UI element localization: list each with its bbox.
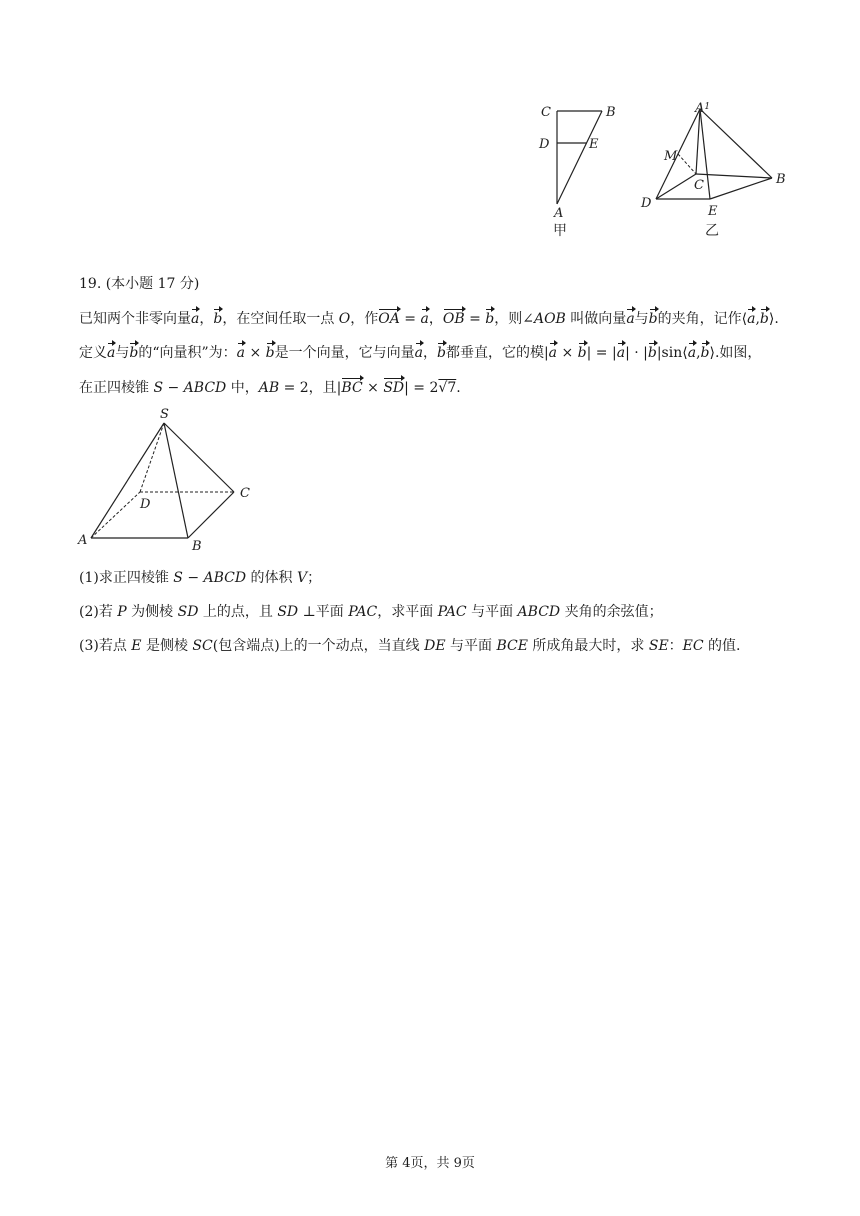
math: EC <box>682 638 704 654</box>
text: × <box>557 345 578 361</box>
text: | · | <box>625 345 648 361</box>
text: 中， <box>226 380 259 396</box>
text: ，求平面 <box>377 604 438 620</box>
figure-yi <box>638 96 798 246</box>
math: V <box>297 570 308 586</box>
caption-jia: 甲 <box>553 223 567 239</box>
text: 与平面 <box>445 638 497 654</box>
text: 是一个向量，它与向量 <box>274 345 415 361</box>
text: 已知两个非零向量 <box>79 311 191 327</box>
math: PAC <box>348 604 378 620</box>
vector-a: a <box>747 311 756 327</box>
label-C: C <box>694 178 704 193</box>
text: 与平面 <box>466 604 518 620</box>
label-S: S <box>160 407 169 422</box>
vector-b: b <box>648 311 658 327</box>
math: ABCD <box>517 604 561 620</box>
text: ⟩. <box>768 311 779 327</box>
label-M: M <box>664 149 678 164</box>
vector-b: b <box>700 345 710 361</box>
vector-b: b <box>485 311 495 327</box>
text: 定义 <box>79 345 107 361</box>
label-B: B <box>776 172 786 187</box>
math: E <box>131 638 142 654</box>
label-A1-sub: 1 <box>704 102 711 112</box>
vector-a: a <box>414 345 423 361</box>
vector-b: b <box>265 345 275 361</box>
text: 夹角的余弦值； <box>560 604 663 620</box>
math: SD <box>177 604 199 620</box>
vector-OA: OA <box>378 311 400 327</box>
vector-b: b <box>759 311 769 327</box>
question-3 <box>79 636 741 656</box>
vector-b: b <box>577 345 587 361</box>
question-2 <box>79 602 663 622</box>
text: ⊥平面 <box>298 604 349 620</box>
angle-AOB: AOB <box>533 311 566 327</box>
math: PAC <box>437 604 467 620</box>
text: = 2，且| <box>279 380 342 396</box>
question-1 <box>79 568 321 588</box>
vector-b: b <box>129 345 139 361</box>
text: (2)若 <box>79 604 118 620</box>
text: × <box>245 345 266 361</box>
text: 与 <box>115 345 130 361</box>
text: ，则∠ <box>494 311 534 327</box>
vector-a: a <box>548 345 558 361</box>
text: ： <box>668 638 683 654</box>
text: 所成角最大时，求 <box>527 638 649 654</box>
text: 上的点，且 <box>198 604 278 620</box>
vector-BC: BC <box>341 380 363 396</box>
vector-a: a <box>626 311 635 327</box>
point-O: O <box>338 311 351 327</box>
vector-a: a <box>191 311 200 327</box>
label-A1 <box>694 101 710 116</box>
problem-line-1 <box>79 309 779 329</box>
text: | = 2 <box>404 380 439 396</box>
text: ； <box>307 570 322 586</box>
vector-a: a <box>687 345 697 361</box>
math: DE <box>424 638 446 654</box>
problem-line-2 <box>79 343 761 363</box>
label-A: A <box>78 533 88 548</box>
text: = <box>399 311 421 327</box>
sqrt-7: √7 <box>438 380 457 396</box>
math: SC <box>192 638 213 654</box>
vector-b: b <box>436 345 446 361</box>
label-C: C <box>240 486 250 501</box>
text: × <box>362 380 384 396</box>
edge-AB: AB <box>258 380 280 396</box>
math: S − ABCD <box>173 570 247 586</box>
text: , <box>755 311 760 327</box>
vector-a: a <box>616 345 626 361</box>
label-B: B <box>192 539 202 554</box>
text: 的体积 <box>246 570 298 586</box>
text: 的值. <box>703 638 741 654</box>
text: 的“向量积”为： <box>138 345 237 361</box>
label-D: D <box>140 497 151 512</box>
text: |sin⟨ <box>656 345 688 361</box>
vector-a: a <box>420 311 429 327</box>
text: 叫做向量 <box>565 311 627 327</box>
vector-b: b <box>647 345 657 361</box>
pyramid-name: S − ABCD <box>153 380 227 396</box>
text: = <box>464 311 486 327</box>
text: (3)若点 <box>79 638 132 654</box>
problem-line-3 <box>79 378 461 398</box>
math: BCE <box>496 638 528 654</box>
figure-pyramid <box>76 404 266 556</box>
text: 在正四棱锥 <box>79 380 154 396</box>
caption-yi: 乙 <box>705 223 719 239</box>
text: 的夹角，记作⟨ <box>657 311 748 327</box>
text: ⟩.如图， <box>709 345 762 361</box>
text: (包含端点)上的一个动点，当直线 <box>212 638 425 654</box>
text: 都垂直，它的模| <box>445 345 549 361</box>
math: SD <box>277 604 299 620</box>
label-D: D <box>641 196 652 211</box>
label-B: B <box>606 105 616 120</box>
text: 与 <box>634 311 649 327</box>
text: (1)求正四棱锥 <box>79 570 174 586</box>
label-D: D <box>539 137 550 152</box>
text: 为侧棱 <box>126 604 178 620</box>
math: SE <box>648 638 669 654</box>
vector-SD: SD <box>383 380 405 396</box>
text: ， <box>422 345 437 361</box>
text: ，在空间任取一点 <box>222 311 339 327</box>
label-E: E <box>708 204 718 219</box>
vector-a: a <box>107 345 116 361</box>
text: ，作 <box>350 311 379 327</box>
page-footer: 第 4页，共 9页 <box>385 1156 475 1171</box>
text: ， <box>199 311 214 327</box>
text: 是侧棱 <box>141 638 193 654</box>
label-A1-main: A <box>695 101 705 116</box>
label-E: E <box>589 137 599 152</box>
text: ， <box>428 311 443 327</box>
vector-b: b <box>213 311 223 327</box>
vector-a: a <box>236 345 246 361</box>
label-C: C <box>541 105 551 120</box>
problem-header: 19. (本小题 17 分) <box>79 276 200 292</box>
text: | = | <box>586 345 617 361</box>
text: . <box>456 380 461 396</box>
figure-jia <box>530 96 630 246</box>
text: , <box>696 345 701 361</box>
label-A: A <box>554 206 564 221</box>
math: P <box>117 604 127 620</box>
vector-OB: OB <box>442 311 465 327</box>
